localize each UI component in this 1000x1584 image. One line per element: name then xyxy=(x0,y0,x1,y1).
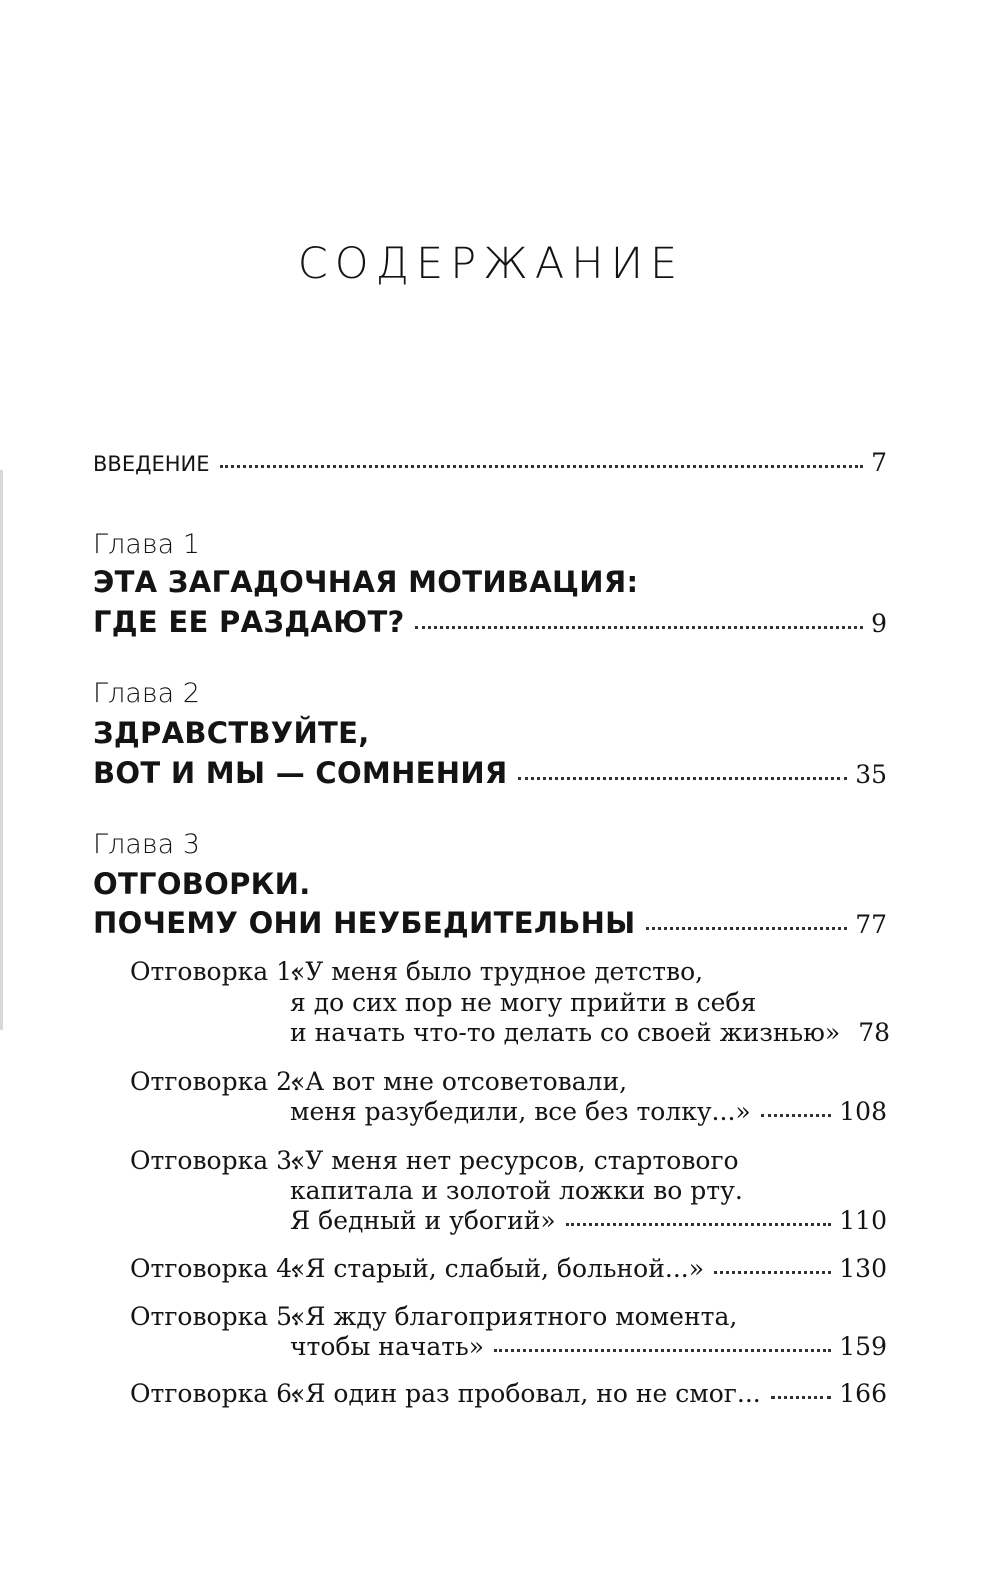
excuse-3-page: 110 xyxy=(839,1206,887,1235)
excuse-5-line1: «Я жду благоприятного момента, xyxy=(290,1302,738,1331)
excuse-3-line1: «У меня нет ресурсов, стартового xyxy=(290,1146,739,1175)
toc-entry-chapter-3[interactable] xyxy=(93,904,887,942)
excuse-1-prefix: Отговорка 1: xyxy=(130,957,301,986)
toc-entry-intro[interactable] xyxy=(93,448,887,479)
excuse-4-line1: «Я старый, слабый, больной...» xyxy=(290,1254,705,1283)
dot-leader xyxy=(494,1348,831,1352)
excuse-5-line2: чтобы начать» xyxy=(290,1332,485,1361)
dot-leader xyxy=(566,1222,832,1226)
chapter-2-title-line2: ВОТ И МЫ — СОМНЕНИЯ xyxy=(93,756,508,790)
excuse-5-page: 159 xyxy=(839,1332,887,1361)
excuse-2-prefix: Отговорка 2: xyxy=(130,1067,301,1096)
toc-entry-excuse-3[interactable] xyxy=(290,1206,887,1236)
toc-entry-excuse-1[interactable] xyxy=(290,1018,891,1048)
excuse-6-prefix: Отговорка 6: xyxy=(130,1379,301,1408)
toc-entry-excuse-5[interactable] xyxy=(290,1332,887,1362)
excuse-3-line3: Я бедный и убогий» xyxy=(290,1206,556,1235)
chapter-3-label: Глава 3 xyxy=(93,829,200,860)
chapter-3-title-line2: ПОЧЕМУ ОНИ НЕУБЕДИТЕЛЬНЫ xyxy=(93,906,636,940)
excuse-4-page: 130 xyxy=(839,1254,887,1283)
toc-intro-label: ВВЕДЕНИЕ xyxy=(93,452,210,476)
excuse-1-line3: и начать что-то делать со своей жизнью» xyxy=(290,1018,841,1047)
chapter-2-label: Глава 2 xyxy=(93,678,200,709)
chapter-2-title-line1: ЗДРАВСТВУЙТЕ, xyxy=(93,716,370,750)
chapter-1-page: 9 xyxy=(871,609,887,638)
chapter-2-page: 35 xyxy=(855,760,887,789)
excuse-1-line2: я до сих пор не могу прийти в себя xyxy=(290,988,757,1017)
dot-leader xyxy=(518,776,848,780)
chapter-1-title-line2: ГДЕ ЕЕ РАЗДАЮТ? xyxy=(93,605,405,639)
dot-leader xyxy=(415,625,863,629)
dot-leader xyxy=(714,1270,831,1274)
excuse-5-prefix: Отговорка 5: xyxy=(130,1302,301,1331)
dot-leader xyxy=(761,1113,832,1117)
toc-entry-excuse-2[interactable] xyxy=(290,1097,887,1127)
excuse-1-line1: «У меня было трудное детство, xyxy=(290,957,704,986)
excuse-3-line2: капитала и золотой ложки во рту. xyxy=(290,1176,743,1205)
dot-leader xyxy=(646,926,848,930)
excuse-2-line1: «А вот мне отсоветовали, xyxy=(290,1067,628,1096)
toc-intro-page: 7 xyxy=(871,448,887,477)
excuse-6-line1: «Я один раз пробовал, но не смог... xyxy=(290,1379,761,1408)
chapter-1-title-line1: ЭТА ЗАГАДОЧНАЯ МОТИВАЦИЯ: xyxy=(93,565,639,599)
excuse-4-prefix: Отговорка 4: xyxy=(130,1254,301,1283)
excuse-2-page: 108 xyxy=(839,1097,887,1126)
toc-entry-chapter-1[interactable] xyxy=(93,603,887,641)
excuse-1-page: 78 xyxy=(858,1018,891,1047)
toc-entry-excuse-6[interactable] xyxy=(290,1379,887,1409)
page-edge-shadow xyxy=(0,470,3,1030)
excuse-6-page: 166 xyxy=(839,1379,887,1408)
chapter-3-page: 77 xyxy=(855,910,887,939)
excuse-3-prefix: Отговорка 3: xyxy=(130,1146,301,1175)
toc-entry-chapter-2[interactable] xyxy=(93,754,887,792)
chapter-1-label: Глава 1 xyxy=(93,529,200,560)
chapter-3-title-line1: ОТГОВОРКИ. xyxy=(93,867,311,901)
dot-leader xyxy=(220,464,864,468)
dot-leader xyxy=(771,1395,832,1399)
page-title: СОДЕРЖАНИЕ xyxy=(297,239,685,289)
toc-entry-excuse-4[interactable] xyxy=(290,1254,887,1284)
excuse-2-line2: меня разубедили, все без толку...» xyxy=(290,1097,751,1126)
